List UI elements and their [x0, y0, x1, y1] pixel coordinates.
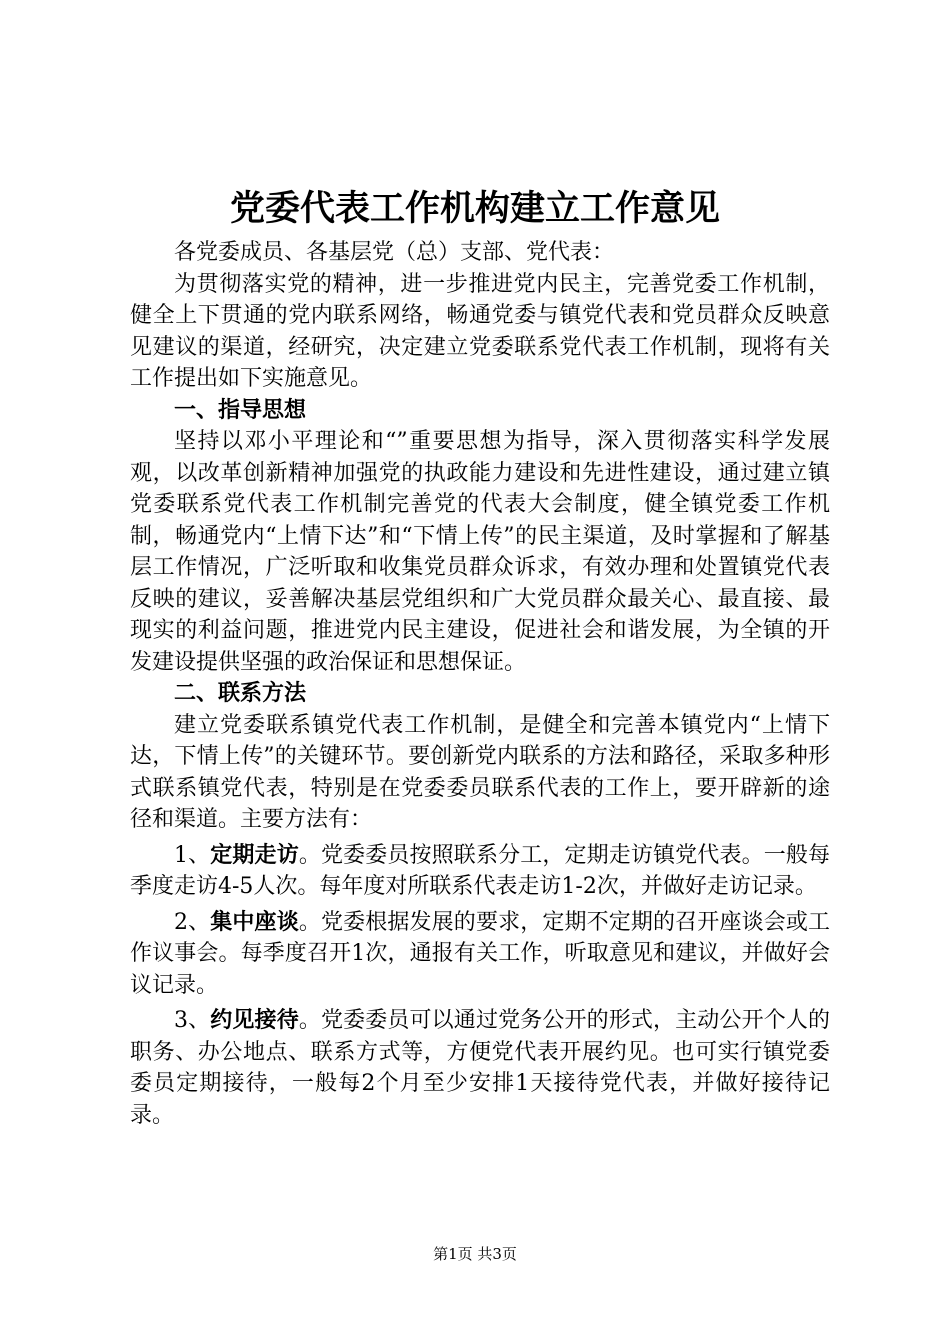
section-paragraph-contact-methods: 建立党委联系镇党代表工作机制，是健全和完善本镇党内“上情下达，下情上传”的关键环节。要创新党内联系的方法和路径，采取多种形式联系镇党代表，特别是在党委委员联系代表的工作上，要开辟新的途径和渠道。主要方法有： — [130, 712, 830, 832]
method-item-lead: 定期走访 — [210, 842, 299, 868]
method-item-number: 2、 — [174, 909, 211, 935]
method-item-text: 。党委委员可以通过党务公开的形式，主动公开个人的职务、办公地点、联系方式等，方便党代表开展约见。也可实行镇党委委员定期接待，一般每2个月至少安排1天接待党代表，并做好接待记录。 — [130, 1008, 830, 1128]
method-item-lead: 约见接待 — [210, 1008, 299, 1033]
method-item-number: 1、 — [174, 842, 211, 868]
intro-paragraph: 为贯彻落实党的精神，进一步推进党内民主，完善党委工作机制，健全上下贯通的党内联系网络，畅通党委与镇党代表和党员群众反映意见建议的渠道，经研究，决定建立党委联系党代表工作机制，现将有关工作提出如下实施意见。 — [130, 271, 830, 391]
section-heading-contact-methods: 二、联系方法 — [174, 681, 307, 706]
method-item-lead: 集中座谈 — [210, 909, 299, 935]
section-paragraph-guiding-ideology: 坚持以邓小平理论和“”重要思想为指导，深入贯彻落实科学发展观，以改革创新精神加强党的执政能力建设和先进性建设，通过建立镇党委联系党代表工作机制完善党的代表大会制度，健全镇党委工作机制，畅通党内“上情下达”和“下情上传”的民主渠道，及时掌握和了解基层工作情况，广泛听取和收集党员群众诉求，有效办理和处置镇党代表反映的建议，妥善解决基层党组织和广大党员群众最关心、最直接、最现实的利益问题，推进党内民主建设，促进社会和谐发展，为全镇的开发建设提供坚强的政治保证和思想保证。 — [130, 429, 830, 675]
section-heading-guiding-ideology: 一、指导思想 — [174, 397, 307, 423]
method-item-appointments — [130, 1005, 830, 1131]
document-title: 党委代表工作机构建立工作意见 — [229, 189, 720, 229]
method-item-text: 。党委根据发展的要求，定期不定期的召开座谈会或工作议事会。每季度召开1次，通报有关工作，听取意见和建议，并做好会议记录。 — [130, 909, 830, 998]
salutation: 各党委成员、各基层党（总）支部、党代表： — [174, 240, 615, 265]
method-item-regular-visits — [130, 840, 830, 903]
method-item-number: 3、 — [174, 1008, 211, 1033]
page-number-footer: 第1页 共3页 — [433, 1245, 517, 1263]
method-item-text: 。党委委员按照联系分工，定期走访镇党代表。一般每季度走访4-5人次。每年度对所联系代表走访1-2次，并做好走访记录。 — [130, 842, 830, 899]
method-item-group-forums — [130, 907, 830, 1002]
document-body — [130, 237, 830, 1131]
